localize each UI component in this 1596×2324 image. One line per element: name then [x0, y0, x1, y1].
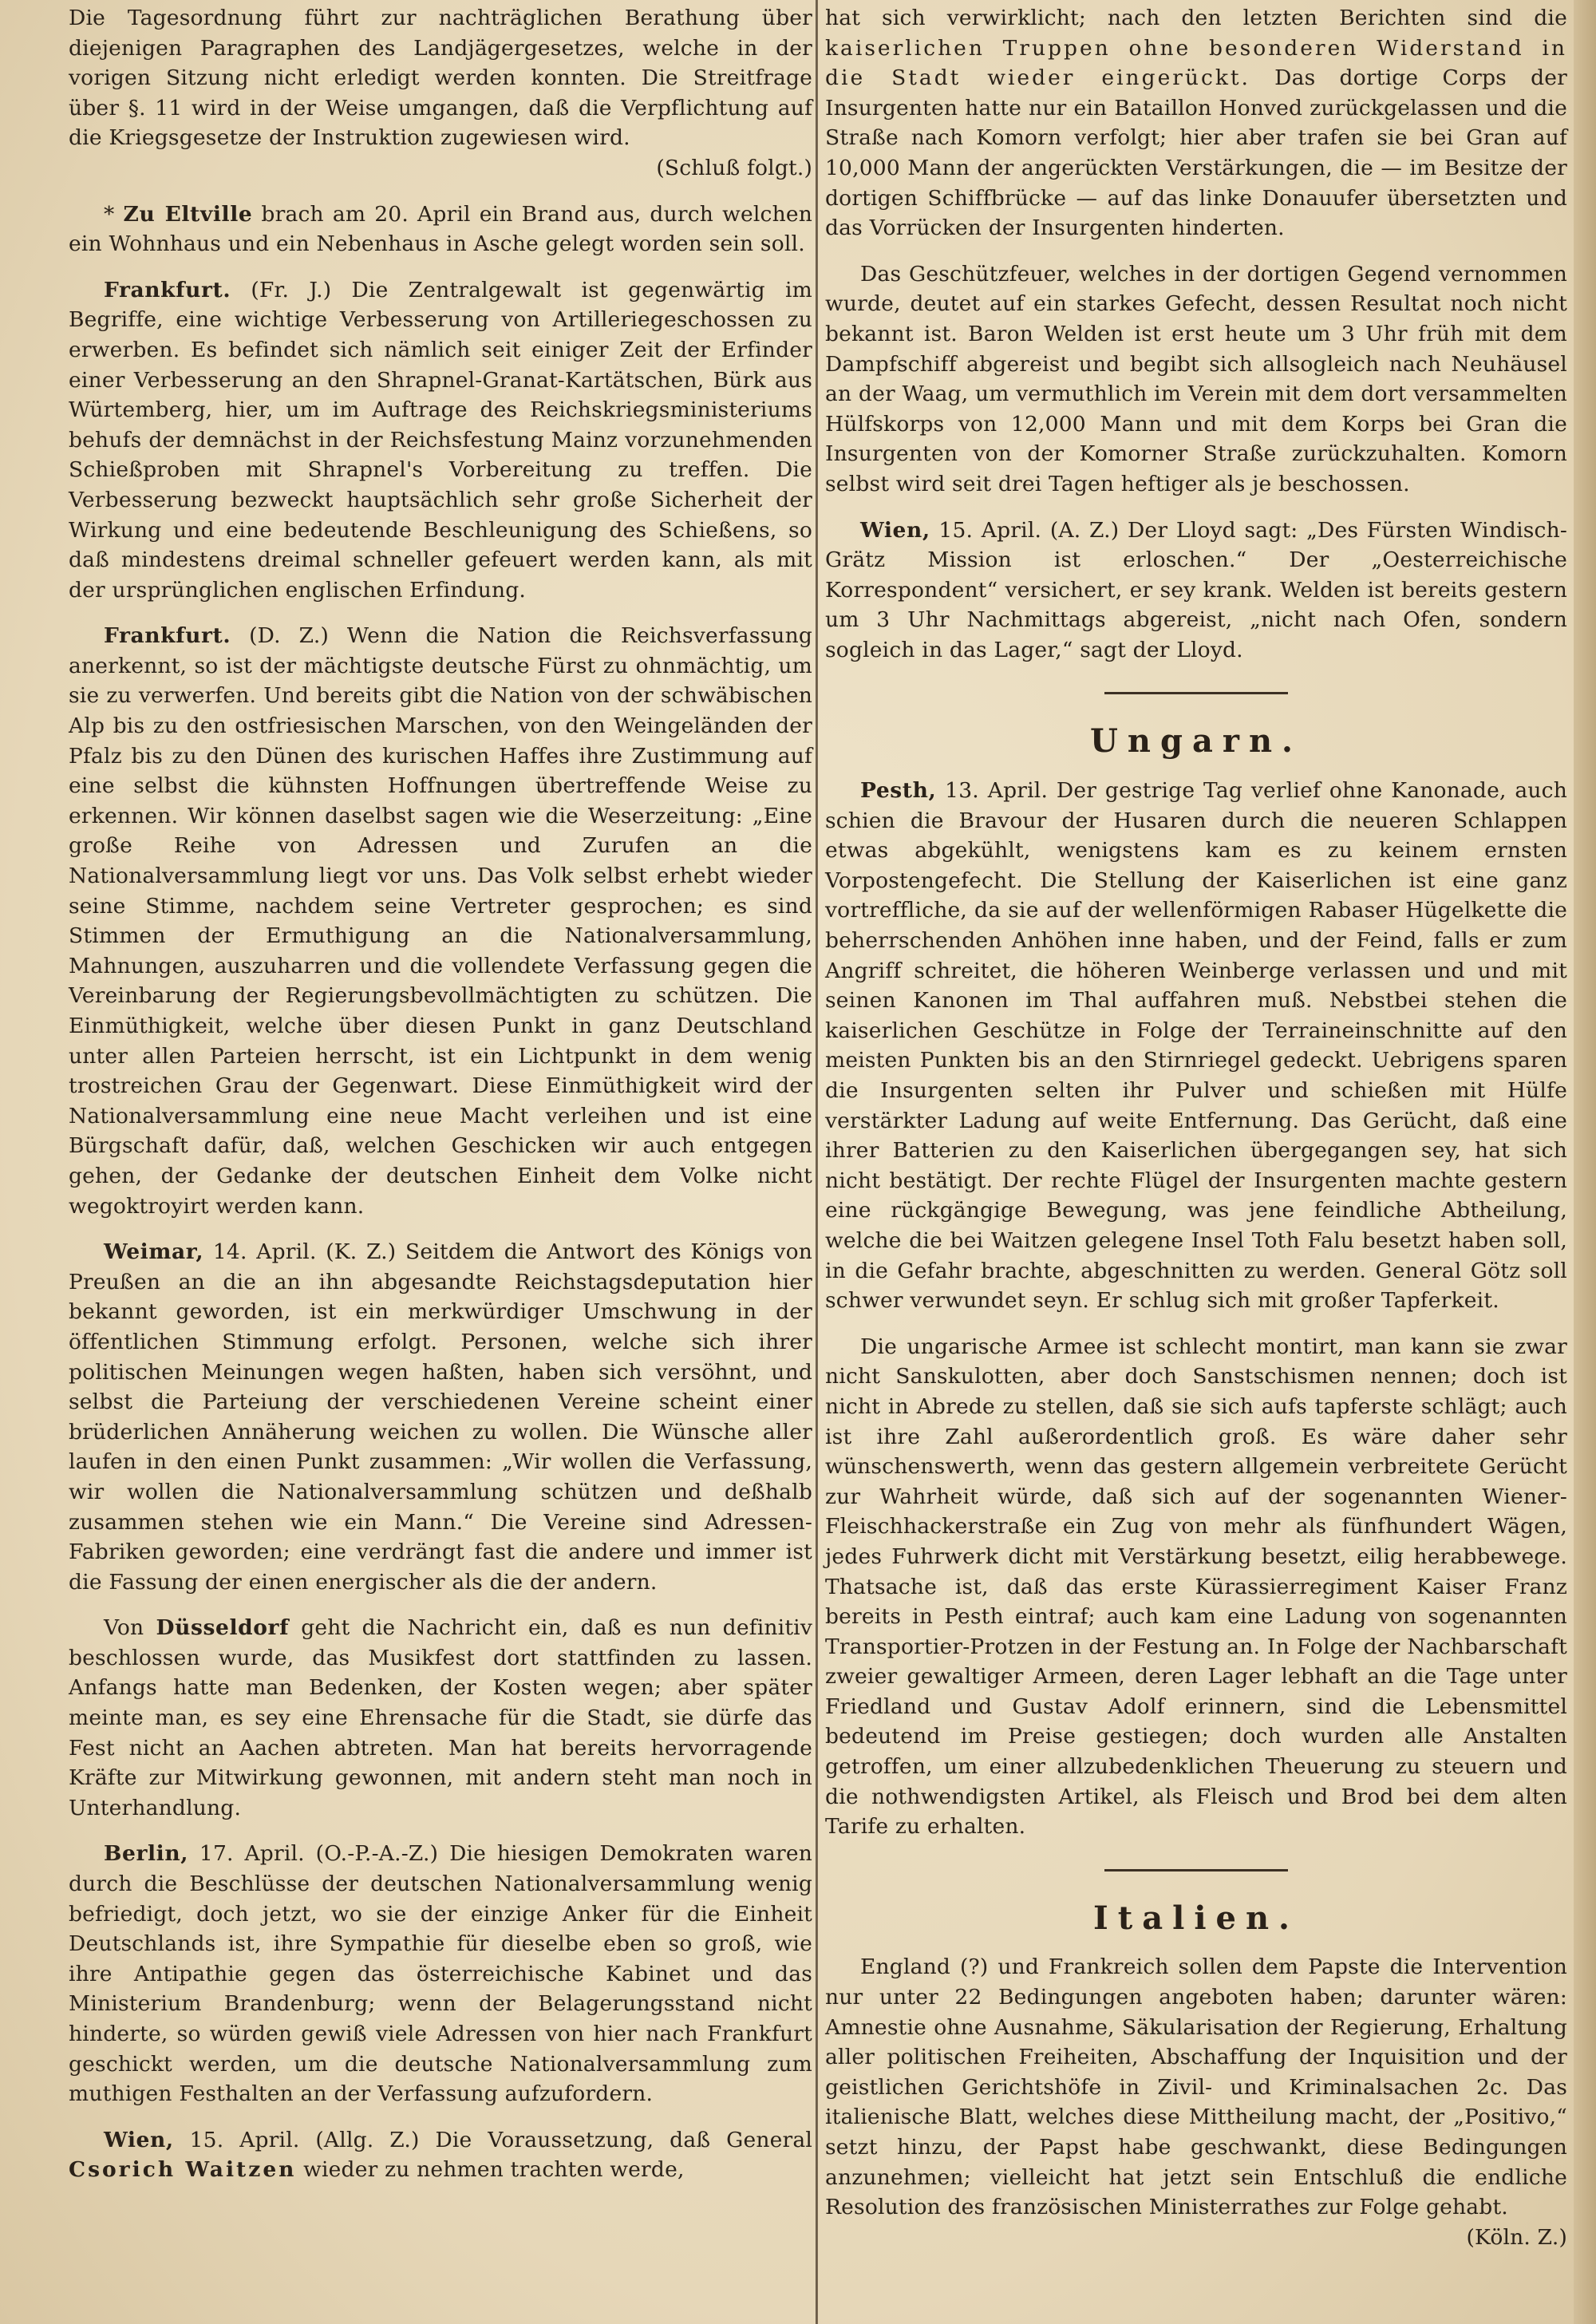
article-landjaeger: Die Tagesordnung führt zur nachträglichen Berathung über diejenigen Paragraphen des Landjägergesetzes, welche in der vorigen Sitzung nicht erledigt werden konnten. Die Streitfrage über §. 11 wird in der Weise umgangen, daß die Verpflichtung auf die Kriegsgesetze der Instruktion zugewiesen wird. (Schluß folgt.): [69, 3, 812, 184]
place-name: Wien,: [860, 517, 930, 543]
section-title-ungarn: Ungarn.: [1090, 722, 1302, 761]
place-name: Düsseldorf: [156, 1615, 290, 1641]
article-frankfurt-2: Frankfurt. (D. Z.) Wenn die Nation die Reichsverfassung anerkennt, so ist der mächtigste deutsche Fürst zu ohnmächtig, um sie zu verwerfen. Und bereits gibt die Nation von der schwäbischen Alp bis zu den ostfriesischen Marschen, von den Weingeländen der Pfalz bis zu den Dünen des kurischen Haffes ihre Zustimmung auf eine selbst die kühnsten Hoffnungen übertreffende Weise zu erkennen. Wir können daselbst sagen wie die Weserzeitung: „Eine große Reihe von Adressen und Zurufen an die Nationalversammlung liegt vor uns. Das Volk selbst erhebt wieder seine Stimme, nachdem seine Vertreter gesprochen; es sind Stimmen der Ermuthigung an die Nationalversammlung, Mahnungen, auszuharren und die vollendete Verfassung gegen die Vereinbarung der Regierungsbevollmächtigten zu schützen. Die Einmüthigkeit, welche über diesen Punkt in ganz Deutschland unter allen Parteien herrscht, ist ein Lichtpunkt in dem wenig trostreichen Grau der Gegenwart. Diese Einmüthigkeit wird der Nationalversammlung eine neue Macht verleihen und ist eine Bürgschaft dafür, daß, welchen Geschicken wir auch entgegen gehen, der Gedanke der deutschen Einheit dem Volke nicht wegoktroyirt werden kann.: [69, 623, 812, 1219]
article-geschuetzfeuer: Das Geschützfeuer, welches in der dortigen Gegend vernommen wurde, deutet auf ein starkes Gefecht, dessen Resultat noch nicht bekannt ist. Baron Welden ist erst heute um 3 Uhr früh mit dem Dampfschiff abgereist und begibt sich allsogleich nach Neuhäusel an der Waag, um vermuthlich im Verein mit dem dort versammelten Hülfskorps von 12,000 Mann und mit dem Korps bei Gran die Insurgenten von der Komorner Straße zurückzuhalten. Komorn selbst wird seit drei Tagen heftiger als je beschossen.: [825, 261, 1567, 496]
spaced-text: kaiserlichen Truppen ohne besonderen Widerstand in die Stadt wieder eingerückt.: [825, 35, 1567, 91]
article-duesseldorf: Von Düsseldorf geht die Nachricht ein, daß es nun definitiv beschlossen wurde, das Musikfest dort stattfinden zu lassen. Anfangs hatte man Bedenken, der Kosten wegen; aber später meinte man, es sey eine Ehrensache für die Stadt, sie dürfe das Fest nicht an Aachen abtreten. Man hat bereits hervorragende Kräfte zur Mitwirkung gewonnen, mit andern steht man noch in Unterhandlung.: [69, 1615, 813, 1820]
source: (A. Z.): [1049, 517, 1120, 543]
signature: (Schluß folgt.): [656, 155, 812, 180]
article-italien: England (?) und Frankreich sollen dem Papste die Intervention nur unter 22 Bedingungen angeboten haben; darunter wären: Amnestie ohne Ausnahme, Säkularisation der Regierung, Erhaltung aller politischen Freiheiten, Abschaffung der Inquisition und der geistlichen Gerichtshöfe in Zivil- und Kriminalsachen 2c. Das italienische Blatt, welches diese Mittheilung macht, der „Positivo,“ setzt hinzu, der Papst habe geschwankt, diese Bedingungen anzunehmen; vielleicht hat jetzt sein Entschluß die endliche Resolution des französischen Ministerrathes zur Folge gehabt. (Köln. Z.): [825, 1952, 1567, 2252]
page-edge: [1574, 0, 1596, 2324]
article-wien-2: Wien, 15. April. (A. Z.) Der Lloyd sagt: „Des Fürsten Windisch-Grätz Mission ist erloschen.“ Der „Oesterreichische Korrespondent“ versichert, er sey krank. Welden ist bereits gestern um 3 Uhr Nachmittags abgereist, „nicht nach Ofen, sondern sogleich in das Lager,“ sagt der Lloyd.: [825, 517, 1568, 662]
article-pesth: Pesth, 13. April. Der gestrige Tag verlief ohne Kanonade, auch schien die Bravour der Husaren durch die neueren Schlappen etwas abgekühlt, wenigstens kam es zu keinem ernsten Vorpostengefecht. Die Stellung der Kaiserlichen ist eine ganz vortreffliche, da sie auf der wellenförmigen Rabaser Hügelkette die beherrschenden Anhöhen inne haben, und der Feind, falls er zum Angriff schreitet, die höheren Weinberge verlassen und und mit seinen Kanonen im Thal auffahren muß. Nebstbei stehen die kaiserlichen Geschütze in Folge der Terraineinschnitte auf den meisten Punkten bis an den Stirnriegel gedeckt. Uebrigens sparen die Insurgenten selten ihr Pulver und schießen mit Hülfe verstärkter Ladung auf weite Entfernung. Das Gerücht, daß eine ihrer Batterien zu den Kaiserlichen übergegangen sey, hat sich nicht bestätigt. Der rechte Flügel der Insurgenten machte gestern eine rückgängige Bewegung, was jene feindliche Abtheilung, welche die bei Waitzen gelegene Insel Toth Falu besetzt haben soll, in die Gefahr brachte, abgeschnitten zu werden. General Götz soll schwer verwundet seyn. Er schlug sich mit großer Tapferkeit.: [825, 778, 1567, 1314]
signature: (Köln. Z.): [1466, 2224, 1567, 2250]
dateline: 14. April.: [212, 1239, 317, 1265]
source: (Fr. J.): [251, 277, 332, 302]
section-divider: [1104, 1869, 1288, 1871]
article-ungarische-armee: Die ungarische Armee ist schlecht montirt, man kann sie zwar nicht Sanskulotten, aber doch Sanstschismen nennen; doch ist nicht in Abrede zu stellen, daß sie sich aufs tapferste schlägt; auch ist ihre Zahl außerordentlich groß. Es wäre daher sehr wünschenswerth, wenn das gestern allgemein verbreitete Gerücht zur Wahrheit würde, daß sich auf der sogenannten Wiener-Fleischhackerstraße ein Zug von mehr als fünfhundert Wägen, jedes Fuhrwerk dicht mit Verstärkung besetzt, eilig herabbewege. Thatsache ist, daß das erste Kürassierregiment Kaiser Franz bereits in Pesth eintraf; auch kam eine Ladung von sogenannten Transportier-Protzen in der Festung an. In Folge der Nachbarschaft zweier gewaltiger Armeen, deren Lager lebhaft an die Tage unter Friedland und Gustav Adolf erinnern, sind die Lebensmittel bedeutend im Preise gestiegen; doch wurden alle Anstalten getroffen, um einer allzubedenklichen Theuerung zu steuern und die nothwendigsten Artikel, als Fleisch und Brod bei dem alten Tarife zu erhalten.: [825, 1334, 1567, 1840]
section-title-italien: Italien.: [1093, 1899, 1299, 1937]
section-divider: [1104, 692, 1288, 694]
article-wien-1-continued: hat sich verwirklicht; nach den letzten Berichten sind die kaiserlichen Truppen ohne besonderen Widerstand in die Stadt wieder eingerückt. Das dortige Corps der Insurgenten hatte nur ein Bataillon Honved zurückgelassen und die Straße nach Komorn verfolgt; hier aber trafen sie bei Gran auf 10,000 Mann der angerückten Verstärkungen, die — im Besitze der dortigen Schiffbrücke — auf das linke Donauufer übersetzten und das Vorrücken der Insurgenten hinderten.: [825, 6, 1568, 241]
article-eltville: * Zu Eltville brach am 20. April ein Brand aus, durch welchen ein Wohnhaus und ein Nebenhaus in Asche gelegt worden sein soll.: [69, 201, 812, 257]
article-weimar: Weimar, 14. April. (K. Z.) Seitdem die Antwort des Königs von Preußen an die an ihn abgesandte Reichstagsdeputation hier bekannt geworden, ist ein merkwürdiger Umschwung in der öffentlichen Stimmung erfolgt. Personen, welche sich ihrer politischen Meinungen wegen haßten, haben sich versöhnt, und selbst die Parteiung der verschiedenen Vereine scheint einer brüderlichen Annäherung weichen zu wollen. Die Wünsche aller laufen in den einen Punkt zusammen: „Wir wollen die Verfassung, wir wollen die Nationalversammlung schützen und deßhalb zusammen stehen wie ein Mann.“ Die Vereine sind Adressen-Fabriken geworden; eine verdrängt fast die andere und immer ist die Fassung der einen energischer als die der andern.: [69, 1239, 813, 1595]
source: (O.-P.-A.-Z.): [315, 1841, 439, 1867]
dateline: 17. April.: [199, 1841, 305, 1867]
dateline: 15. April.: [938, 517, 1042, 543]
right-column: [825, 3, 1567, 2268]
dateline: 15. April.: [189, 2127, 300, 2152]
source: (K. Z.): [326, 1239, 397, 1265]
place-name: Frankfurt.: [104, 623, 231, 649]
place-name: Berlin,: [104, 1841, 189, 1867]
article-berlin: Berlin, 17. April. (O.-P.-A.-Z.) Die hiesigen Demokraten waren durch die Beschlüsse der deutschen Nationalversammlung wenig befriedigt, doch jetzt, wo sie der einzige Anker für die Einheit Deutschlands ist, ihre Sympathie für dieselbe eben so groß, wie ihre Antipathie gegen das österreichische Kabinet und das Ministerium Brandenburg; wenn der Belagerungsstand nicht hinderte, so würden gewiß viele Adressen von hier nach Frankfurt geschickt werden, um die deutsche Nationalversammlung zum muthigen Festhalten an der Verfassung aufzufordern.: [69, 1841, 813, 2107]
place-name: Zu Eltville: [123, 201, 253, 227]
source: (D. Z.): [249, 623, 329, 649]
place-name: Wien,: [104, 2127, 174, 2152]
place-name: Weimar,: [104, 1239, 204, 1265]
dateline: 13. April.: [945, 778, 1049, 804]
person-name: Csorich Waitzen: [69, 2157, 297, 2183]
article-frankfurt-1: Frankfurt. (Fr. J.) Die Zentralgewalt ist gegenwärtig im Begriffe, eine wichtige Verbesserung von Artilleriegeschossen zu erwerben. Es befindet sich nämlich seit einiger Zeit der Erfinder einer Verbesserung an den Shrapnel-Granat-Kartätschen, Bürk aus Würtemberg, hier, um im Auftrage des Reichskriegsministeriums behufs der demnächst in der Reichsfestung Mainz vorzunehmenden Schießproben mit Shrapnel's Vorbereitung zu treffen. Die Verbesserung bezweckt hauptsächlich sehr große Sicherheit der Wirkung und eine bedeutende Beschleunigung des Schießens, so daß mindestens dreimal schneller gefeuert werden kann, als mit der ursprünglichen englischen Erfindung.: [69, 277, 812, 603]
column-rule: [816, 0, 818, 2324]
article-wien-1: Wien, 15. April. (Allg. Z.) Die Voraussetzung, daß General Csorich Waitzen wieder zu nehmen trachten werde,: [69, 2127, 813, 2183]
place-name: Pesth,: [860, 778, 937, 804]
left-column: [69, 3, 812, 2201]
place-name: Frankfurt.: [104, 277, 231, 302]
source: (Allg. Z.): [315, 2127, 420, 2152]
